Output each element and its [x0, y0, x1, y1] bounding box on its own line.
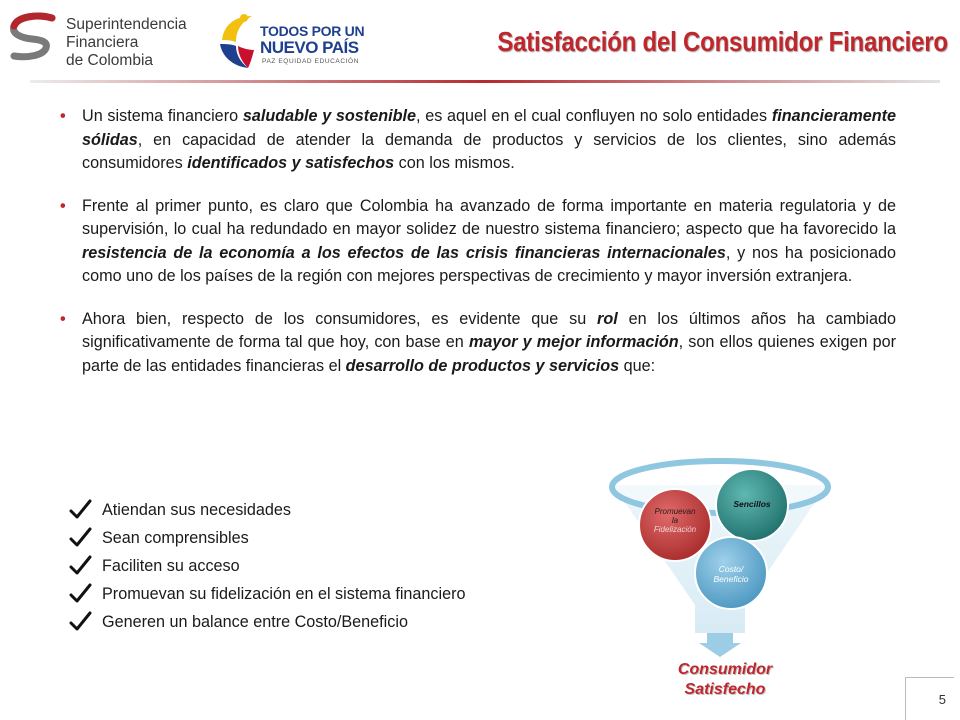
header-divider: [30, 80, 940, 83]
bullet-dot: •: [60, 196, 66, 215]
bullet-item: [60, 105, 896, 176]
outcome-label: [650, 660, 800, 700]
checklist-item: [66, 500, 498, 521]
header: [0, 0, 960, 82]
checklist-item: [66, 612, 498, 633]
funnel-neck-arrow: [699, 633, 741, 657]
government-logo: [214, 10, 374, 74]
checkmark-icon: [68, 555, 92, 577]
checklist: [66, 500, 498, 640]
checklist-text: Atiendan sus necesidades: [102, 501, 291, 519]
sfc-line-3: de Colombia: [66, 52, 154, 69]
checkmark-icon: [68, 611, 92, 633]
bullet-text: [82, 310, 896, 375]
emphasis-text: mayor y mejor información: [468, 333, 679, 351]
body-text: Frente al primer punto, es claro que Colombia ha avanzado de forma importante en materia regulatoria y de supervisión, lo cual ha redundado en mayor solidez de nuestro sistema financiero; aspecto que ha favorecido la: [82, 196, 896, 238]
checklist-item: [66, 584, 498, 605]
checkmark-icon: [68, 527, 92, 549]
checklist-text: Generen un balance entre Costo/Beneficio: [102, 613, 408, 631]
gov-logo-tagline: PAZ EQUIDAD EDUCACIÓN: [262, 58, 359, 65]
sfc-emblem-icon: [8, 12, 60, 64]
emphasis-text: resistencia de la economía a los efectos de las crisis financieras internacionales: [82, 243, 726, 262]
page-number: 5: [938, 692, 946, 707]
bullet-dot: •: [60, 309, 66, 328]
checklist-text: Faciliten su acceso: [102, 557, 240, 575]
bullet-list: [60, 105, 896, 397]
checklist-item: [66, 556, 498, 577]
colombia-flag-emblem-icon: [214, 10, 262, 74]
emphasis-text: saludable y sostenible: [242, 107, 416, 125]
sfc-line-2: Financiera: [66, 34, 139, 51]
body-text: , y nos ha posicionado como uno de los países de la región con mejores perspectivas de crecimiento y mayor inversión extranjera.: [82, 243, 896, 285]
circle-sencillos-label: Sencillos: [733, 499, 771, 509]
emphasis-text: financieramente sólidas: [82, 107, 896, 149]
circle-costo-label-2: Beneficio: [713, 574, 749, 584]
gov-logo-line-1: TODOS POR UN: [260, 23, 365, 39]
body-text: en los últimos años ha cambiado significativamente de forma tal que hoy, con base en: [82, 309, 896, 351]
body-text: , son ellos quienes exigen por parte de las entidades financieras el: [82, 333, 896, 375]
bullet-item: [60, 308, 896, 379]
body-text: , es aquel en el cual confluyen no solo entidades: [415, 107, 772, 125]
emphasis-text: desarrollo de productos y servicios: [345, 356, 620, 375]
page-number-box: [905, 677, 954, 720]
circle-costo-label-1: Costo/: [718, 564, 744, 574]
bullet-text: [82, 197, 896, 286]
outcome-line-1: Consumidor: [677, 661, 773, 678]
checkmark-icon: [68, 499, 92, 521]
superintendencia-logo: [8, 12, 186, 68]
body-text: que:: [619, 356, 656, 375]
body-text: con los mismos.: [394, 154, 515, 172]
bullet-text: [82, 107, 896, 172]
checklist-text: Sean comprensibles: [102, 529, 249, 547]
body-text: , en capacidad de atender la demanda de productos y servicios de los clientes, sino además consumidores: [82, 130, 896, 172]
circle-promuevan-label-1: Promuevan: [654, 507, 696, 516]
emphasis-text: identificados y satisfechos: [187, 154, 395, 172]
body-text: Un sistema financiero: [82, 107, 243, 125]
checklist-text: Promuevan su fidelización en el sistema financiero: [102, 585, 466, 603]
body-text: Ahora bien, respecto de los consumidores, es evidente que su: [82, 309, 598, 328]
checklist-item: [66, 528, 498, 549]
bullet-item: [60, 195, 896, 289]
bullet-dot: •: [60, 107, 66, 125]
circle-promuevan-label-2: la: [671, 516, 679, 525]
circle-promuevan-label-3: Fidelización: [653, 525, 697, 534]
page-title: Satisfacción del Consumidor Financiero: [497, 26, 948, 57]
sfc-line-1: Superintendencia: [66, 16, 187, 33]
checkmark-icon: [68, 583, 92, 605]
emphasis-text: rol: [597, 309, 618, 328]
sfc-logo-text: [66, 16, 187, 70]
outcome-line-2: Satisfecho: [684, 681, 766, 698]
gov-logo-line-2: NUEVO PAÍS: [260, 38, 359, 57]
